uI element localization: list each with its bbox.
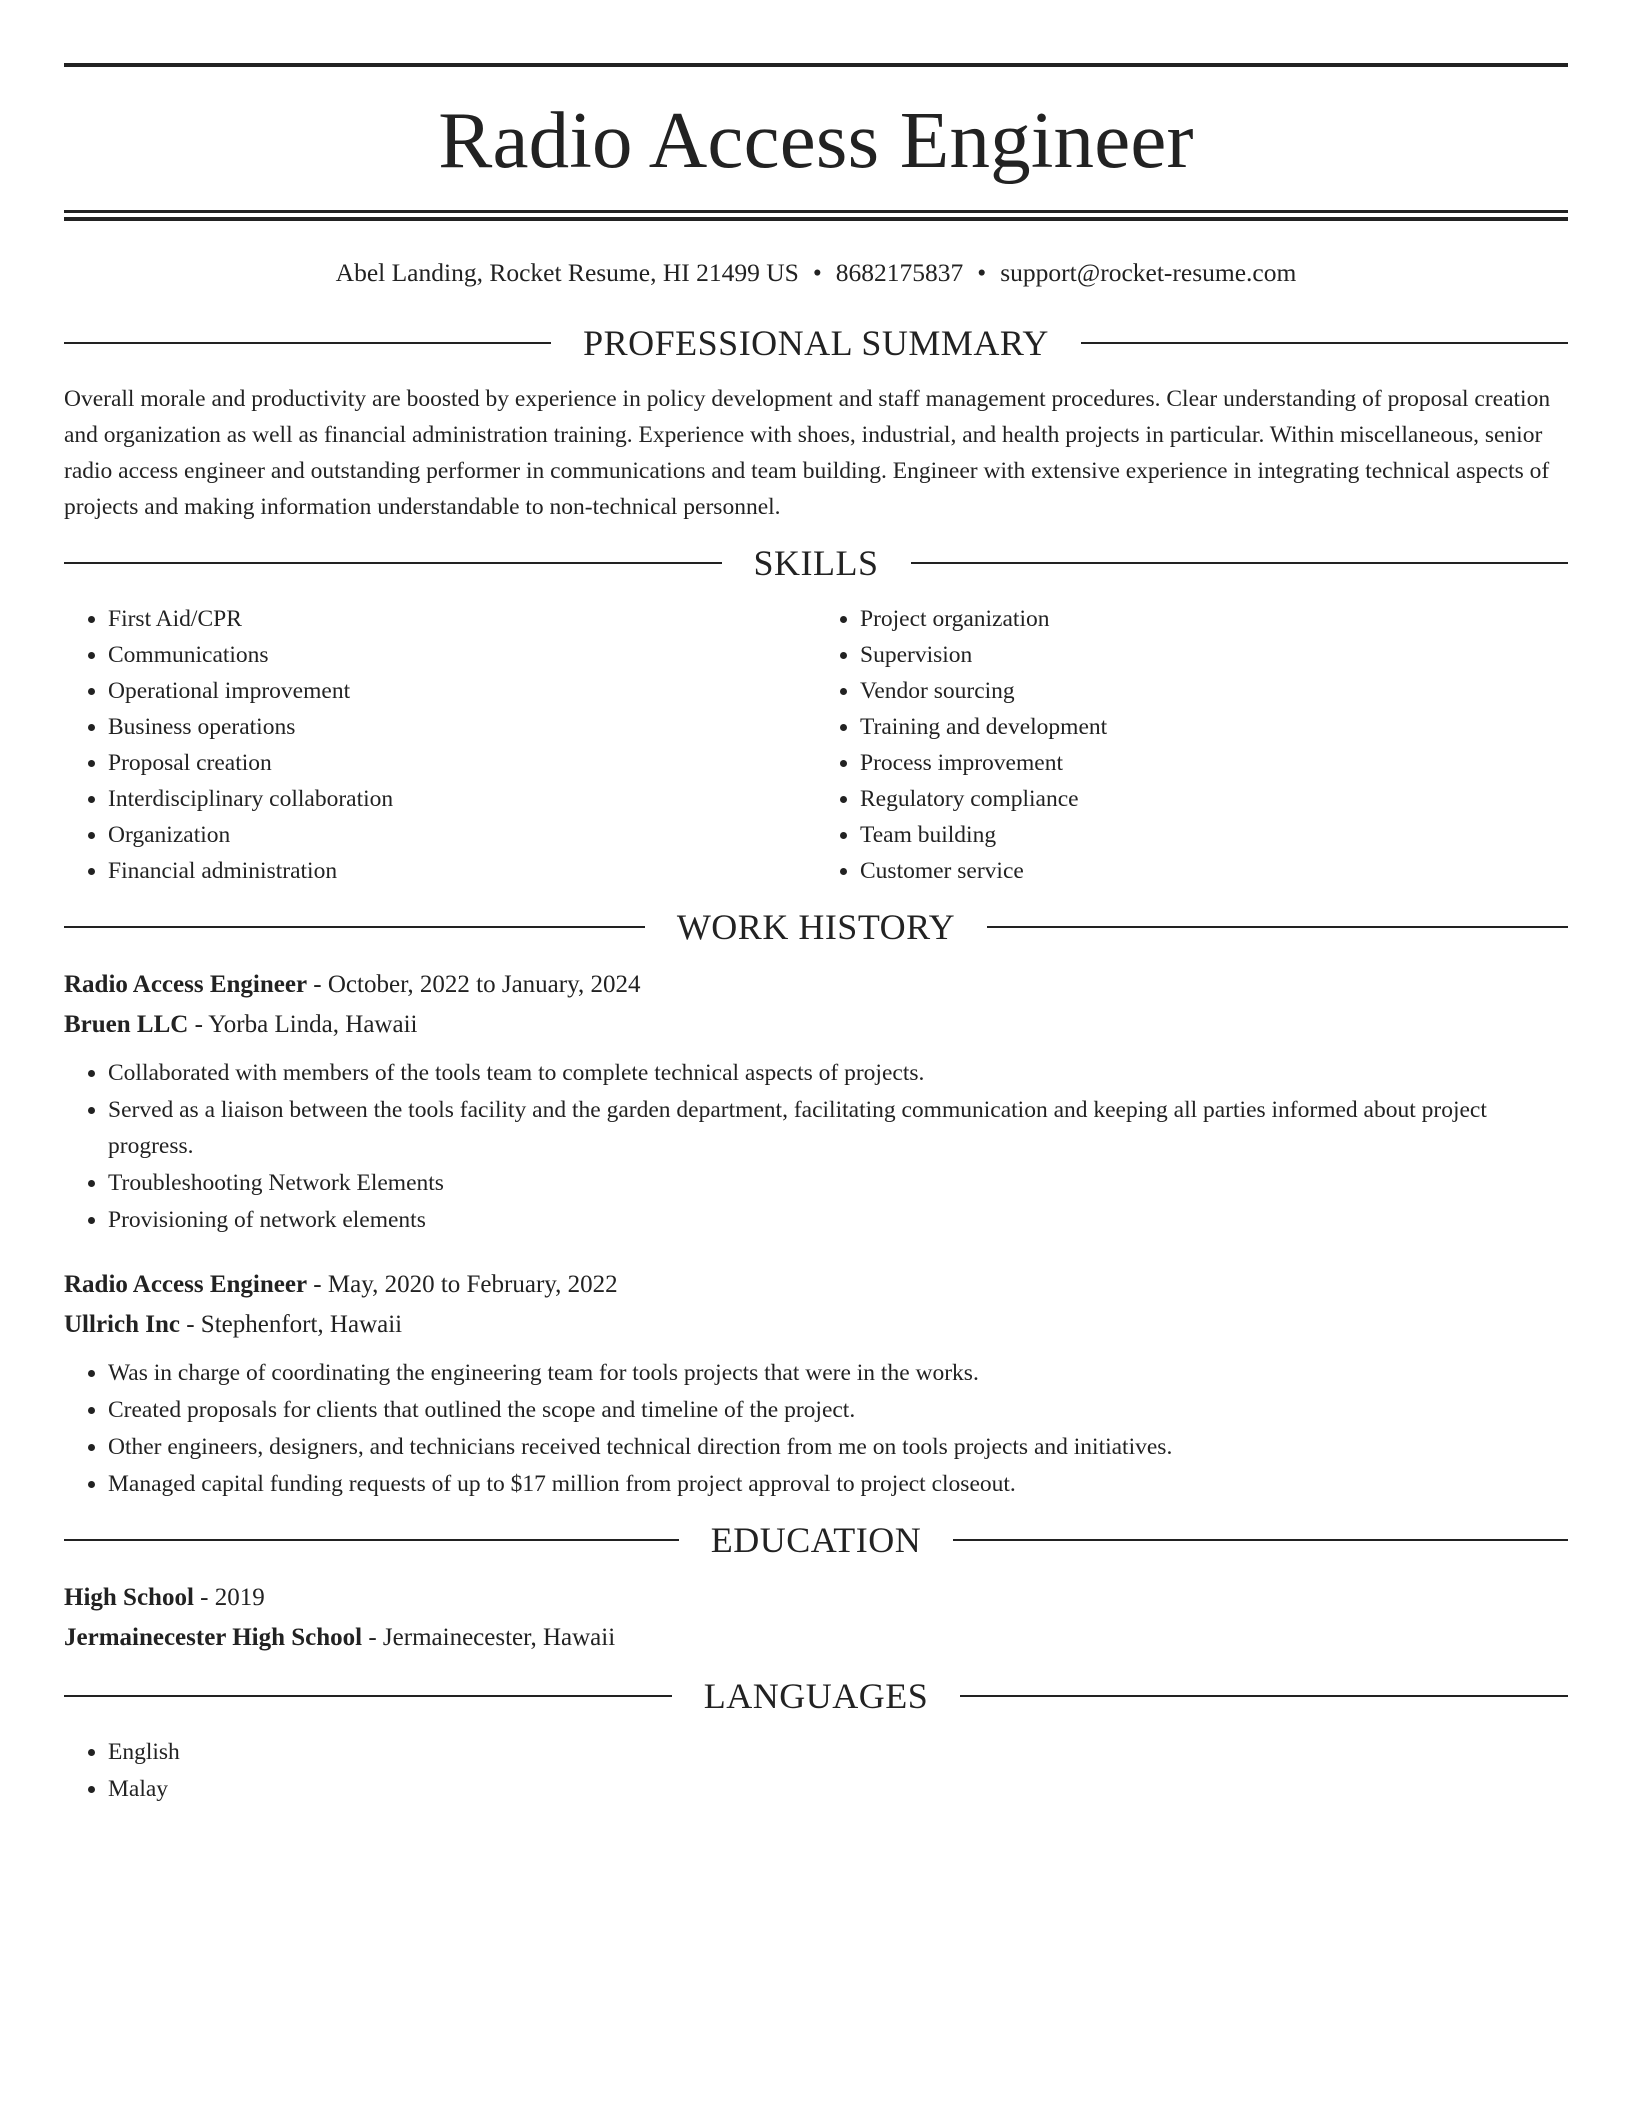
contact-separator: • — [812, 258, 822, 287]
education-entry — [64, 1578, 1568, 1658]
education-school: Jermainecester High School — [64, 1624, 363, 1651]
section-rule — [1081, 342, 1568, 344]
language-item: • English — [108, 1734, 1568, 1770]
job-entry — [64, 965, 1568, 1238]
skill-item: • Vendor sourcing — [860, 673, 1568, 709]
education-school-line — [64, 1618, 1568, 1658]
skill-item: • Proposal creation — [108, 745, 816, 781]
job-bullet: • Other engineers, designers, and technicians received technical direction from me on tools projects and initiatives. — [108, 1429, 1568, 1465]
section-rule — [64, 342, 551, 344]
skill-item: • Organization — [108, 817, 816, 853]
section-rule — [953, 1539, 1568, 1541]
skill-item: • Financial administration — [108, 853, 816, 889]
section-rule — [64, 562, 722, 564]
top-rule — [64, 63, 1568, 67]
job-company-line — [64, 1305, 1568, 1345]
skill-item: • Customer service — [860, 853, 1568, 889]
languages-list — [64, 1734, 1568, 1807]
section-rule — [987, 926, 1568, 928]
section-header-summary — [64, 319, 1568, 367]
skills-list-left — [64, 601, 816, 889]
section-rule — [64, 926, 645, 928]
skill-item: • Training and development — [860, 709, 1568, 745]
summary-text: Overall morale and productivity are boosted by experience in policy development and staff management procedures. Clear understanding of proposal creation and organization as well as financial administration training. Experience with shoes, industrial, and health projects in particular. Within miscellaneous, senior radio access engineer and outstanding performer in communications and team building. Engineer with extensive experience in integrating technical aspects of projects and making information understandable to non-technical personnel. — [64, 386, 1551, 520]
job-title: Radio Access Engineer — [64, 1271, 308, 1298]
skill-item: • First Aid/CPR — [108, 601, 816, 637]
section-title: WORK HISTORY — [676, 907, 956, 947]
name-double-rule — [64, 210, 1568, 221]
section-header-work — [64, 903, 1568, 951]
section-rule — [911, 562, 1569, 564]
section-title: LANGUAGES — [703, 1676, 929, 1716]
job-dates: - October, 2022 to January, 2024 — [307, 971, 641, 998]
job-title-line — [64, 965, 1568, 1005]
job-title-line — [64, 1265, 1568, 1305]
section-title: PROFESSIONAL SUMMARY — [583, 323, 1049, 363]
education-location: - Jermainecester, Hawaii — [362, 1624, 616, 1651]
job-company: Bruen LLC — [64, 1011, 189, 1038]
section-rule — [64, 1539, 679, 1541]
skill-item: • Regulatory compliance — [860, 781, 1568, 817]
job-bullet: • Was in charge of coordinating the engineering team for tools projects that were in the works. — [108, 1355, 1568, 1391]
job-dates: - May, 2020 to February, 2022 — [307, 1271, 618, 1298]
skill-item: • Business operations — [108, 709, 816, 745]
skills-list-right — [816, 601, 1568, 889]
job-location: - Stephenfort, Hawaii — [179, 1311, 403, 1338]
language-item: • Malay — [108, 1771, 1568, 1807]
job-bullet: • Served as a liaison between the tools facility and the garden department, facilitating communication and keeping all parties informed about project progress. — [108, 1092, 1568, 1164]
job-location: - Yorba Linda, Hawaii — [188, 1011, 418, 1038]
education-degree: High School — [64, 1584, 194, 1611]
contact-address: Abel Landing, Rocket Resume, HI 21499 US — [335, 258, 799, 287]
contact-separator: • — [977, 258, 987, 287]
job-bullet: • Managed capital funding requests of up to $17 million from project approval to project closeout. — [108, 1466, 1568, 1502]
job-bullets — [64, 1355, 1568, 1502]
skill-item: • Supervision — [860, 637, 1568, 673]
section-header-education — [64, 1516, 1568, 1564]
skill-item: • Process improvement — [860, 745, 1568, 781]
skill-item: • Operational improvement — [108, 673, 816, 709]
resume-name: Radio Access Engineer — [438, 95, 1194, 185]
job-bullet: • Provisioning of network elements — [108, 1202, 1568, 1238]
job-bullet: • Created proposals for clients that outlined the scope and timeline of the project. — [108, 1392, 1568, 1428]
job-bullet: • Troubleshooting Network Elements — [108, 1165, 1568, 1201]
skill-item: • Team building — [860, 817, 1568, 853]
job-bullets — [64, 1055, 1568, 1238]
skill-item: • Communications — [108, 637, 816, 673]
education-year: - 2019 — [193, 1584, 265, 1611]
job-company: Ullrich Inc — [64, 1311, 180, 1338]
contact-email[interactable]: support@rocket-resume.com — [1000, 258, 1297, 287]
section-title: EDUCATION — [710, 1520, 922, 1560]
contact-phone: 8682175837 — [835, 258, 964, 287]
job-title: Radio Access Engineer — [64, 971, 308, 998]
education-degree-line — [64, 1578, 1568, 1618]
job-company-line — [64, 1005, 1568, 1045]
skill-item: • Interdisciplinary collaboration — [108, 781, 816, 817]
section-header-languages — [64, 1672, 1568, 1720]
section-header-skills — [64, 539, 1568, 587]
skills-grid — [64, 601, 1568, 889]
contact-line — [64, 255, 1568, 291]
section-rule — [960, 1695, 1568, 1697]
section-rule — [64, 1695, 672, 1697]
job-entry — [64, 1265, 1568, 1502]
job-bullet: • Collaborated with members of the tools team to complete technical aspects of projects. — [108, 1055, 1568, 1091]
skill-item: • Project organization — [860, 601, 1568, 637]
section-title: SKILLS — [753, 543, 879, 583]
